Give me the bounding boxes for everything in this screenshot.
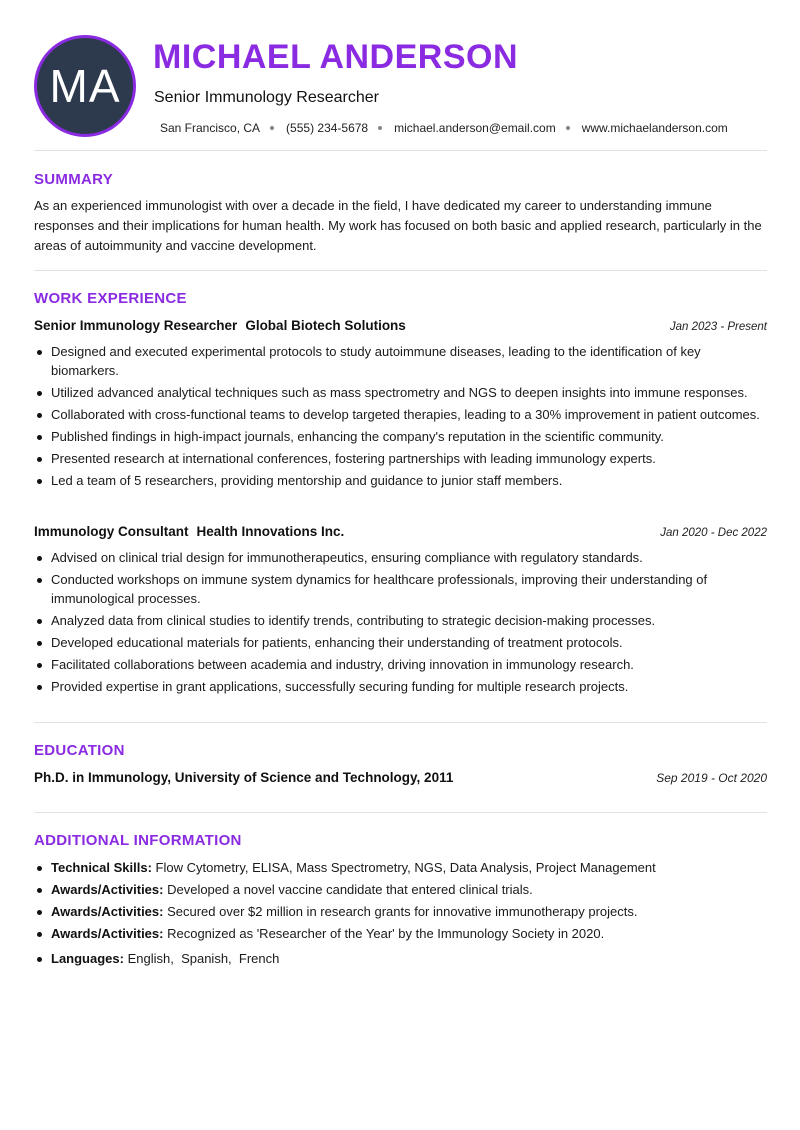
list-item: Published findings in high-impact journals, enhancing the company's reputation in the scientific community. bbox=[34, 427, 769, 446]
job-dates: Jan 2020 - Dec 2022 bbox=[660, 527, 767, 539]
education-degree: Ph.D. in Immunology, University of Science and Technology, 2011 bbox=[34, 770, 454, 785]
contact-phone[interactable]: (555) 234-5678 bbox=[286, 121, 369, 135]
list-item: Provided expertise in grant applications, successfully securing funding for multiple research projects. bbox=[34, 677, 769, 696]
info-label: Awards/Activities: bbox=[51, 926, 164, 941]
additional-info-list bbox=[34, 858, 769, 971]
job-role: Senior Immunology Researcher bbox=[34, 318, 238, 333]
contact-website[interactable]: www.michaelanderson.com bbox=[581, 121, 728, 135]
work-experience-heading: WORK EXPERIENCE bbox=[34, 290, 187, 307]
contact-email[interactable]: michael.anderson@email.com bbox=[394, 121, 556, 135]
job-header bbox=[34, 524, 767, 539]
info-text: Recognized as 'Researcher of the Year' by the Immunology Society in 2020. bbox=[167, 926, 605, 941]
info-text: English, Spanish, French bbox=[127, 951, 280, 966]
education-dates: Sep 2019 - Oct 2020 bbox=[656, 771, 767, 785]
contact-location: San Francisco, CA bbox=[160, 121, 261, 135]
job-bullet-list bbox=[34, 342, 769, 493]
job-company: Health Innovations Inc. bbox=[196, 524, 345, 539]
list-item: Collaborated with cross-functional teams to develop targeted therapies, leading to a 30% improvement in patient outcomes. bbox=[34, 405, 769, 424]
list-item: Designed and executed experimental protocols to study autoimmune diseases, leading to the identification of key biomarkers. bbox=[34, 342, 769, 380]
section-divider bbox=[34, 722, 767, 723]
list-item: Utilized advanced analytical techniques such as mass spectrometry and NGS to deepen insights into immune responses. bbox=[34, 383, 769, 402]
job-role: Immunology Consultant bbox=[34, 524, 189, 539]
list-item bbox=[34, 858, 769, 877]
info-text: Flow Cytometry, ELISA, Mass Spectrometry, NGS, Data Analysis, Project Management bbox=[155, 860, 656, 875]
info-text: Secured over $2 million in research grants for innovative immunotherapy projects. bbox=[167, 904, 638, 919]
job-dates: Jan 2023 - Present bbox=[669, 321, 767, 333]
list-item: Facilitated collaborations between academia and industry, driving innovation in immunology research. bbox=[34, 655, 769, 674]
section-divider bbox=[34, 270, 767, 271]
info-label: Languages: bbox=[51, 951, 124, 966]
list-item: Developed educational materials for patients, enhancing their understanding of treatment protocols. bbox=[34, 633, 769, 652]
separator-dot-icon bbox=[566, 126, 570, 130]
separator-dot-icon bbox=[270, 126, 274, 130]
list-item bbox=[34, 902, 769, 921]
info-text: Developed a novel vaccine candidate that entered clinical trials. bbox=[167, 882, 533, 897]
contact-bar bbox=[160, 121, 728, 135]
list-item: Advised on clinical trial design for immunotherapeutics, ensuring compliance with regulatory standards. bbox=[34, 548, 769, 567]
education-heading: EDUCATION bbox=[34, 742, 125, 759]
additional-info-heading: ADDITIONAL INFORMATION bbox=[34, 832, 242, 849]
summary-heading: SUMMARY bbox=[34, 171, 114, 188]
candidate-name: MICHAEL ANDERSON bbox=[153, 38, 519, 76]
list-item: Presented research at international conferences, fostering partnerships with leading immunology experts. bbox=[34, 449, 769, 468]
info-label: Awards/Activities: bbox=[51, 904, 164, 919]
info-label: Technical Skills: bbox=[51, 860, 152, 875]
list-item: Led a team of 5 researchers, providing mentorship and guidance to junior staff members. bbox=[34, 471, 769, 490]
avatar-initials: MA bbox=[49, 60, 121, 112]
summary-text: As an experienced immunologist with over a decade in the field, I have dedicated my career to understanding immune responses and their implications for human health. My work has focused on both basic and applied research, particularly in the areas of autoimmunity and vaccine development. bbox=[34, 198, 762, 253]
candidate-title: Senior Immunology Researcher bbox=[154, 89, 379, 106]
job-bullet-list bbox=[34, 548, 769, 699]
section-divider bbox=[34, 150, 767, 151]
list-item bbox=[34, 949, 769, 968]
section-divider bbox=[34, 812, 767, 813]
avatar bbox=[34, 35, 136, 137]
list-item: Conducted workshops on immune system dynamics for healthcare professionals, improving their understanding of immunological processes. bbox=[34, 570, 769, 608]
education-entry bbox=[34, 770, 767, 785]
list-item bbox=[34, 924, 769, 943]
info-label: Awards/Activities: bbox=[51, 882, 164, 897]
separator-dot-icon bbox=[378, 126, 382, 130]
job-company: Global Biotech Solutions bbox=[245, 318, 406, 333]
job-header bbox=[34, 318, 767, 333]
list-item: Analyzed data from clinical studies to identify trends, contributing to strategic decision-making processes. bbox=[34, 611, 769, 630]
list-item bbox=[34, 880, 769, 899]
